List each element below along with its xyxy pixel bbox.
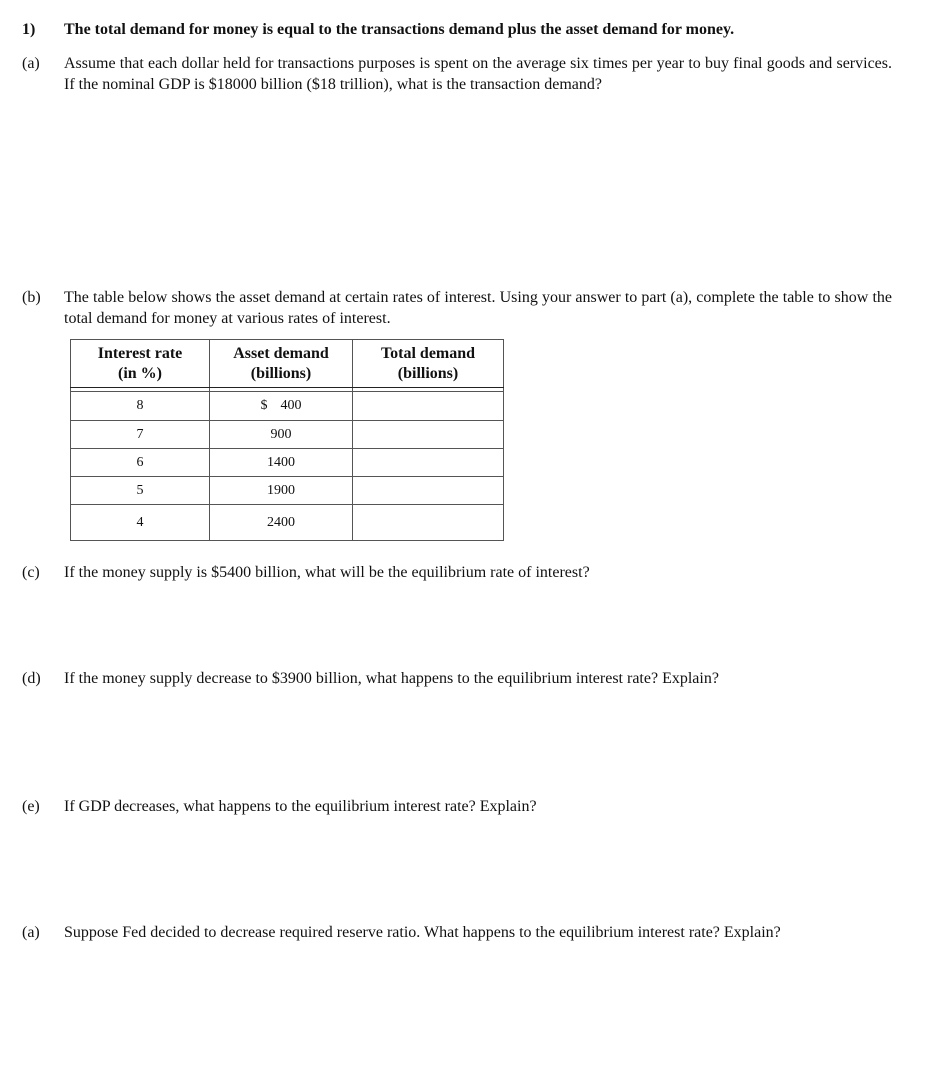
header-interest-rate-line1: Interest rate: [97, 344, 183, 362]
cell-rate: 8: [71, 392, 210, 421]
cell-asset: 1400: [210, 449, 353, 477]
table-header-row: [71, 340, 504, 388]
cell-asset: 900: [210, 421, 353, 449]
header-asset-demand-line2: (billions): [250, 364, 312, 382]
currency-symbol: $: [260, 398, 268, 413]
cell-total-blank[interactable]: [353, 392, 504, 421]
part-c-text: If the money supply is $5400 billion, what will be the equilibrium rate of interest?: [64, 564, 590, 581]
cell-rate: 7: [71, 421, 210, 449]
cell-total-blank[interactable]: [353, 505, 504, 541]
part-c-label: (c): [22, 564, 40, 581]
question-title: [22, 20, 734, 40]
cell-asset: 1900: [210, 477, 353, 505]
part-c: [22, 562, 892, 583]
part-a-label: (a): [22, 55, 40, 72]
cell-asset-value: 400: [280, 398, 302, 413]
question-number: 1): [22, 21, 36, 38]
table-row: [71, 449, 504, 477]
cell-total-blank[interactable]: [353, 421, 504, 449]
part-d: [22, 668, 892, 689]
part-e-label: (e): [22, 798, 40, 815]
header-asset-demand: [210, 340, 353, 388]
header-interest-rate-line2: (in %): [118, 364, 162, 382]
table-row: [71, 477, 504, 505]
table-row: [71, 505, 504, 541]
table-row: [71, 392, 504, 421]
part-f-label: (a): [22, 924, 40, 941]
cell-asset: [210, 392, 353, 421]
part-d-label: (d): [22, 670, 41, 687]
cell-rate: 5: [71, 477, 210, 505]
header-total-demand-line2: (billions): [397, 364, 459, 382]
table-row: [71, 421, 504, 449]
cell-asset: 2400: [210, 505, 353, 541]
part-e-text: If GDP decreases, what happens to the equilibrium interest rate? Explain?: [64, 798, 537, 815]
part-f: [22, 922, 892, 943]
header-total-demand: [353, 340, 504, 388]
cell-rate: 6: [71, 449, 210, 477]
money-demand-table: [70, 339, 504, 541]
question-text: The total demand for money is equal to the transactions demand plus the asset demand for money.: [64, 21, 735, 38]
header-interest-rate: [71, 340, 210, 388]
cell-rate: 4: [71, 505, 210, 541]
cell-total-blank[interactable]: [353, 477, 504, 505]
part-a-text: Assume that each dollar held for transactions purposes is spent on the average six times per year to buy final goods and services. If the nominal GDP is $18000 billion ($18 trillion), what is the transaction demand?: [64, 55, 892, 93]
part-d-text: If the money supply decrease to $3900 billion, what happens to the equilibrium interest rate? Explain?: [64, 670, 719, 687]
part-a: [22, 53, 892, 95]
header-total-demand-line1: Total demand: [380, 344, 476, 362]
part-b: [22, 287, 892, 329]
header-asset-demand-line1: Asset demand: [233, 344, 329, 362]
part-e: [22, 796, 892, 817]
part-b-text: The table below shows the asset demand at certain rates of interest. Using your answer to part (a), complete the table to show the total demand for money at various rates of interest.: [64, 289, 892, 327]
part-b-label: (b): [22, 289, 41, 306]
cell-total-blank[interactable]: [353, 449, 504, 477]
part-f-text: Suppose Fed decided to decrease required reserve ratio. What happens to the equilibrium interest rate? Explain?: [64, 924, 781, 941]
